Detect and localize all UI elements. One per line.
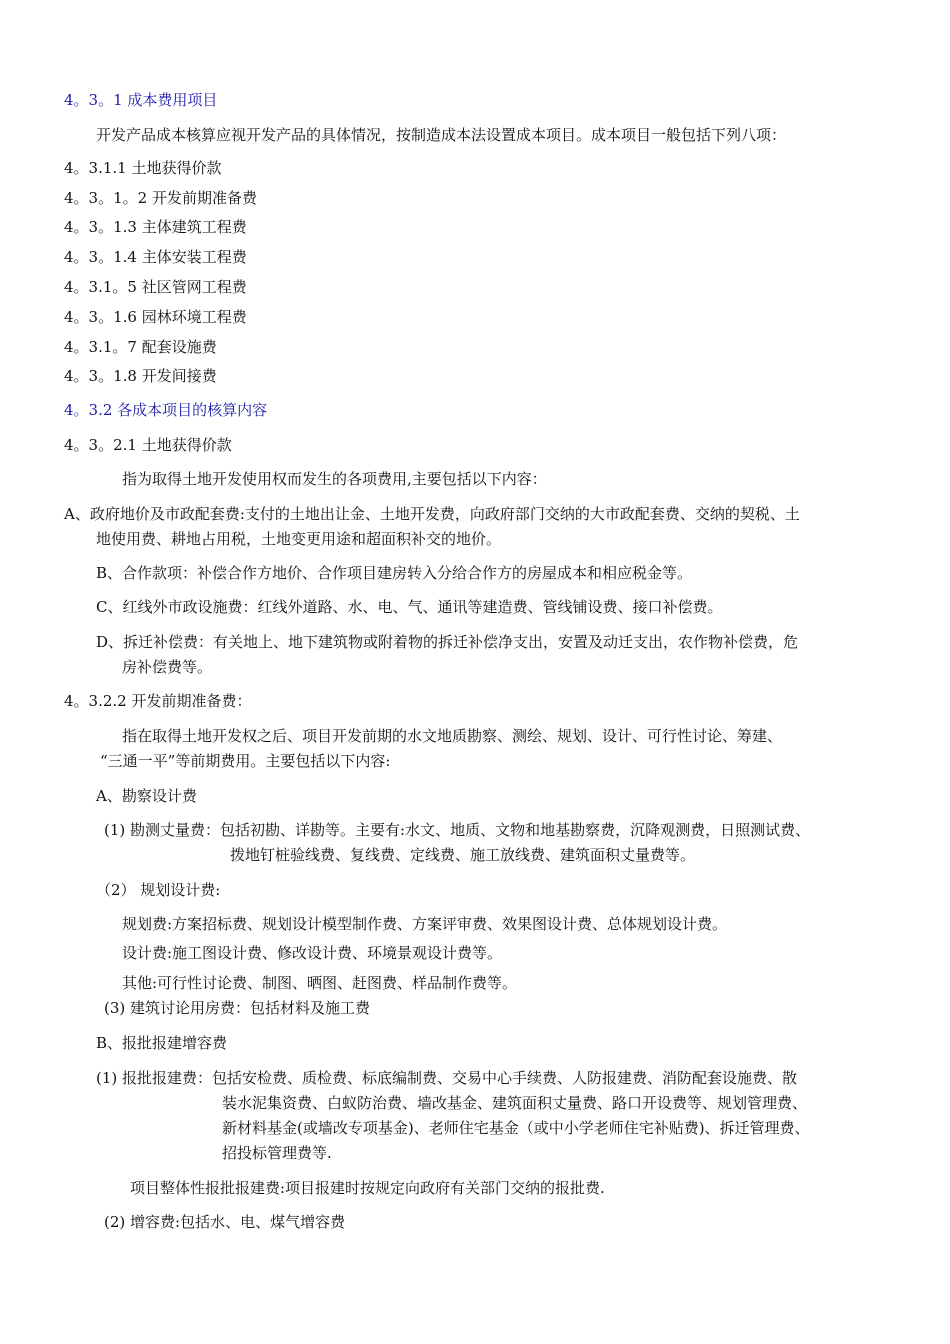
cost-item-8: 4。3。1.8 开发间接费 <box>64 367 217 385</box>
heading-4-3-1: 4。3。1 成本费用项目 <box>64 91 218 109</box>
land-item-a-line1: A、政府地价及市政配套费:支付的土地出让金、土地开发费，向政府部门交纳的大市政配套费、交纳的契税、土 <box>64 505 800 523</box>
research-housing-fee: (3) 建筑讨论用房费：包括材料及施工费 <box>104 999 371 1017</box>
approval-fee-line2: 装水泥集资费、白蚁防治费、墙改基金、建筑面积丈量费、路口开设费等、规划管理费、 <box>222 1094 808 1112</box>
intro-paragraph: 开发产品成本核算应视开发产品的具体情况，按制造成本法设置成本项目。成本项目一般包括下列八项： <box>96 126 787 144</box>
capacity-increase-fee: (2) 增容费:包括水、电、煤气增容费 <box>104 1213 346 1231</box>
other-fee: 其他:可行性讨论费、制图、晒图、赶图费、样品制作费等。 <box>122 974 518 992</box>
cost-item-3: 4。3。1.3 主体建筑工程费 <box>64 218 247 236</box>
land-item-a-line2: 地使用费、耕地占用税，土地变更用途和超面积补交的地价。 <box>96 530 502 548</box>
section-4-3-2-2-desc-line1: 指在取得土地开发权之后、项目开发前期的水文地质勘察、测绘、规划、设计、可行性讨论、筹建、 <box>122 727 783 745</box>
land-item-d-line1: D、拆迁补偿费：有关地上、地下建筑物或附着物的拆迁补偿净支出，安置及动迁支出，农作物补偿费，危 <box>96 633 799 651</box>
section-4-3-2-1-desc: 指为取得土地开发使用权而发生的各项费用,主要包括以下内容： <box>122 470 547 488</box>
cost-item-1: 4。3.1.1 土地获得价款 <box>64 159 222 177</box>
heading-4-3-2: 4。3.2 各成本项目的核算内容 <box>64 401 268 419</box>
section-4-3-2-2-desc-line2: “三通一平”等前期费用。主要包括以下内容: <box>100 752 391 770</box>
approval-fee-line3: 新材料基金(或墙改专项基金)、老师住宅基金（或中小学老师住宅补贴费)、拆迁管理费、 <box>222 1119 810 1137</box>
planning-design-title: （2） 规划设计费: <box>96 881 221 899</box>
section-4-3-2-2-title: 4。3.2.2 开发前期准备费： <box>64 692 252 710</box>
survey-fee-line1: (1) 勘测丈量费：包括初勘、详勘等。主要有:水文、地质、文物和地基勘察费，沉降观测费，日照测试费、 <box>104 821 811 839</box>
cost-item-5: 4。3.1。5 社区管网工程费 <box>64 278 247 296</box>
cost-item-7: 4。3.1。7 配套设施费 <box>64 338 217 356</box>
cost-item-6: 4。3。1.6 园林环境工程费 <box>64 308 247 326</box>
land-item-d-line2: 房补偿费等。 <box>122 658 213 676</box>
cost-item-2: 4。3。1。2 开发前期准备费 <box>64 189 257 207</box>
planning-fee: 规划费:方案招标费、规划设计模型制作费、方案评审费、效果图设计费、总体规划设计费。 <box>122 915 728 933</box>
approval-title: B、报批报建增容费 <box>96 1034 228 1052</box>
approval-fee-line4: 招投标管理费等. <box>222 1144 332 1162</box>
section-4-3-2-1-title: 4。3。2.1 土地获得价款 <box>64 436 232 454</box>
cost-item-4: 4。3。1.4 主体安装工程费 <box>64 248 247 266</box>
land-item-c: C、红线外市政设施费：红线外道路、水、电、气、通讯等建造费、管线铺设费、接口补偿费。 <box>96 598 723 616</box>
design-fee: 设计费:施工图设计费、修改设计费、环境景观设计费等。 <box>122 944 503 962</box>
survey-design-title: A、勘察设计费 <box>96 787 197 805</box>
project-approval-fee: 项目整体性报批报建费:项目报建时按规定向政府有关部门交纳的报批费. <box>130 1179 605 1197</box>
land-item-b: B、合作款项：补偿合作方地价、合作项目建房转入分给合作方的房屋成本和相应税金等。 <box>96 564 693 582</box>
approval-fee-line1: (1) 报批报建费：包括安检费、质检费、标底编制费、交易中心手续费、人防报建费、消防配套设施费、散 <box>96 1069 798 1087</box>
survey-fee-line2: 拨地钉桩验线费、复线费、定线费、施工放线费、建筑面积丈量费等。 <box>230 846 696 864</box>
